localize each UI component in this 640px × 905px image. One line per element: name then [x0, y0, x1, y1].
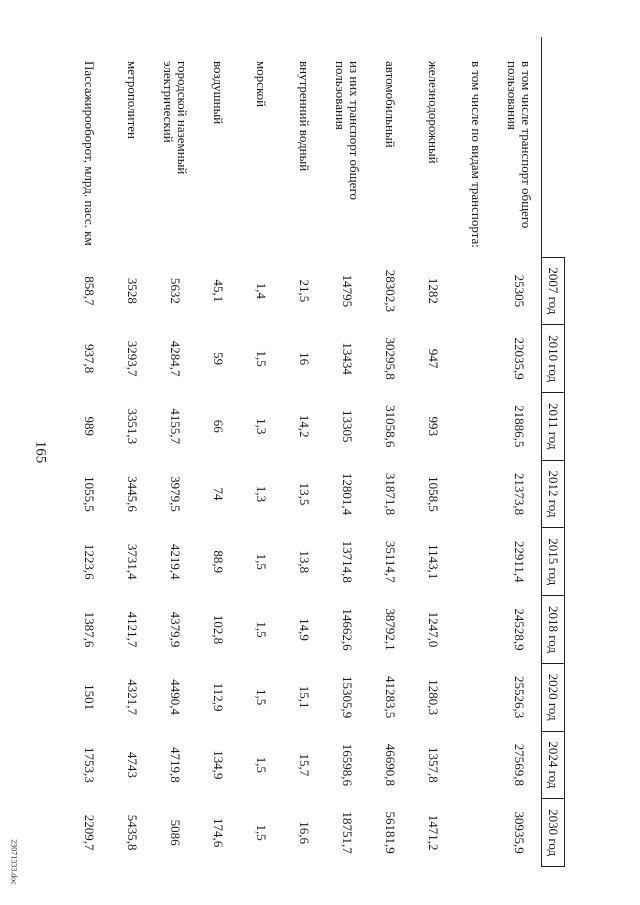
table-cell: 1471,2: [426, 814, 442, 851]
table-cell: 21373,8: [512, 472, 528, 516]
table-cell: 1143,1: [426, 544, 442, 580]
table-cell: 56181,9: [383, 811, 399, 854]
row-label: городской наземный электрический: [161, 61, 191, 175]
row-label: Пассажирооборот, млрд. пасс. км: [82, 61, 98, 246]
table-cell: 1753,3: [82, 747, 98, 783]
table-cell: 12801,4: [340, 472, 356, 516]
table-row: [154, 37, 197, 867]
year-header: 2020 год: [542, 663, 565, 731]
row-label: в том числе транспорт общего пользования: [505, 61, 535, 229]
row-label: метрополитен: [125, 61, 141, 139]
table-row: [240, 37, 283, 867]
table-cell: 14,2: [297, 414, 313, 438]
table-cell: 13434: [340, 342, 356, 375]
table-row: [369, 37, 412, 867]
table-cell: 1282: [426, 277, 442, 304]
table-cell: [455, 460, 498, 528]
table-cell: 3293,7: [125, 340, 141, 377]
table-cell: 5086: [168, 819, 184, 846]
table-cell: 15305,9: [340, 676, 356, 719]
table-row: [498, 37, 542, 867]
table-cell: [455, 596, 498, 664]
table-cell: 937,8: [82, 343, 98, 374]
table-cell: 1,5: [254, 350, 270, 367]
table-cell: 1280,3: [426, 679, 442, 716]
row-label: железнодорожный: [426, 61, 442, 164]
table-cell: 3351,3: [125, 408, 141, 445]
table-cell: 25526,3: [512, 676, 528, 719]
table-cell: 2209,7: [82, 814, 98, 851]
table-cell: [455, 257, 498, 325]
table-cell: 35114,7: [383, 540, 399, 583]
table-cell: [455, 731, 498, 799]
table-row: [111, 37, 154, 867]
table-cell: 3528: [125, 277, 141, 304]
table-cell: 1357,8: [426, 747, 442, 783]
table-cell: 3445,6: [125, 476, 141, 512]
table-cell: 4155,7: [168, 408, 184, 445]
table-cell: 4379,9: [168, 611, 184, 648]
table-cell: 947: [426, 348, 442, 369]
table-cell: 4490,4: [168, 679, 184, 716]
table-cell: 22035,9: [512, 337, 528, 380]
table-cell: 1,5: [254, 689, 270, 706]
table-cell: 14795: [340, 274, 356, 308]
table-cell: 4121,7: [125, 611, 141, 648]
table-cell: 21,5: [297, 279, 313, 303]
table-cell: 174,6: [211, 818, 227, 848]
year-header: 2010 год: [542, 325, 565, 393]
table-cell: 41283,5: [383, 676, 399, 719]
table-cell: 31058,6: [383, 405, 399, 448]
table-header-row: [542, 37, 565, 867]
table-cell: 1387,6: [82, 611, 98, 648]
table-row: [326, 37, 369, 867]
table-cell: 30295,8: [383, 337, 399, 380]
table-cell: 858,7: [82, 276, 98, 306]
table-cell: 16,6: [297, 821, 313, 844]
year-header: 2024 год: [542, 731, 565, 799]
table-cell: [455, 663, 498, 731]
header-blank-cell: [542, 37, 565, 257]
row-label: морской: [254, 61, 270, 108]
table-row: [412, 37, 455, 867]
table-cell: 1,4: [254, 282, 270, 299]
footer-document-code: 23071333.doc: [9, 839, 19, 885]
table-cell: 5435,8: [125, 814, 141, 851]
row-label: воздушный: [211, 61, 227, 125]
table-cell: 1,5: [254, 756, 270, 774]
table-cell: 18751,7: [340, 811, 356, 854]
table-cell: [455, 392, 498, 460]
table-cell: [455, 325, 498, 393]
table-cell: 112,9: [211, 682, 227, 712]
table-row: [197, 37, 240, 867]
table-body: [68, 37, 542, 867]
table-cell: 30935,9: [512, 811, 528, 854]
row-label: автомобильный: [383, 61, 399, 148]
year-header: 2015 год: [542, 528, 565, 596]
table-cell: 38792,1: [383, 608, 399, 651]
table-cell: 1,3: [254, 485, 270, 503]
table-cell: 28302,3: [383, 269, 399, 312]
table-cell: 1,3: [254, 418, 270, 435]
table-cell: 15,1: [297, 685, 313, 709]
table-cell: 1,5: [254, 621, 270, 638]
table-cell: 14662,6: [340, 608, 356, 651]
table-cell: 13,5: [297, 482, 313, 506]
table-row: [455, 37, 498, 867]
table-cell: 16: [297, 352, 313, 366]
year-header: 2030 год: [542, 799, 565, 867]
table-cell: 3979,5: [168, 476, 184, 512]
table-cell: 134,9: [211, 750, 227, 780]
table-cell: 27569,8: [512, 743, 528, 787]
table-cell: 74: [211, 487, 227, 501]
table-cell: 13,8: [297, 550, 313, 574]
page-number: 165: [32, 440, 49, 464]
row-label: в том числе по видам транспорта:: [469, 61, 485, 248]
table-cell: 1055,5: [82, 476, 98, 512]
row-label: из них транспорт общего пользования: [333, 61, 363, 200]
table-cell: 21886,5: [512, 405, 528, 448]
table-cell: 31871,8: [383, 472, 399, 516]
table-cell: 1,5: [254, 824, 270, 841]
table-row: [68, 37, 111, 867]
statistics-table: [68, 37, 565, 867]
table-cell: 1058,5: [426, 476, 442, 512]
table-cell: 4743: [125, 751, 141, 778]
table-cell: 46690,8: [383, 743, 399, 787]
table-cell: 3731,4: [125, 543, 141, 580]
table-cell: 1247,0: [426, 611, 442, 648]
table-cell: 13714,8: [340, 540, 356, 583]
table-cell: 45,1: [211, 279, 227, 303]
table-cell: 16598,6: [340, 743, 356, 787]
table-cell: 14,9: [297, 618, 313, 641]
table-cell: 993: [426, 416, 442, 437]
statistics-table-container: [75, 37, 565, 867]
table-cell: 1,5: [254, 553, 270, 570]
table-cell: [455, 528, 498, 596]
table-cell: 24528,9: [512, 608, 528, 651]
table-cell: 1223,6: [82, 543, 98, 580]
table-cell: 15,7: [297, 753, 313, 777]
table-cell: 989: [82, 416, 98, 437]
table-cell: 5632: [168, 277, 184, 304]
table-cell: 13305: [340, 410, 356, 443]
table-cell: 25305: [512, 274, 528, 308]
row-label: внутренний водный: [297, 61, 313, 172]
table-cell: 66: [211, 419, 227, 433]
year-header: 2012 год: [542, 460, 565, 528]
table-row: [283, 37, 326, 867]
table-cell: 1501: [82, 684, 98, 711]
table-cell: 4321,7: [125, 679, 141, 716]
table-cell: 102,8: [211, 614, 227, 645]
table-cell: 59: [211, 352, 227, 366]
year-header: 2007 год: [542, 257, 565, 325]
table-cell: [455, 799, 498, 867]
table-cell: 4284,7: [168, 340, 184, 377]
year-header: 2018 год: [542, 596, 565, 664]
table-cell: 22911,4: [512, 540, 528, 583]
year-header: 2011 год: [542, 392, 565, 460]
table-cell: 4719,8: [168, 747, 184, 783]
table-cell: 4219,4: [168, 543, 184, 580]
table-cell: 88,9: [211, 550, 227, 574]
